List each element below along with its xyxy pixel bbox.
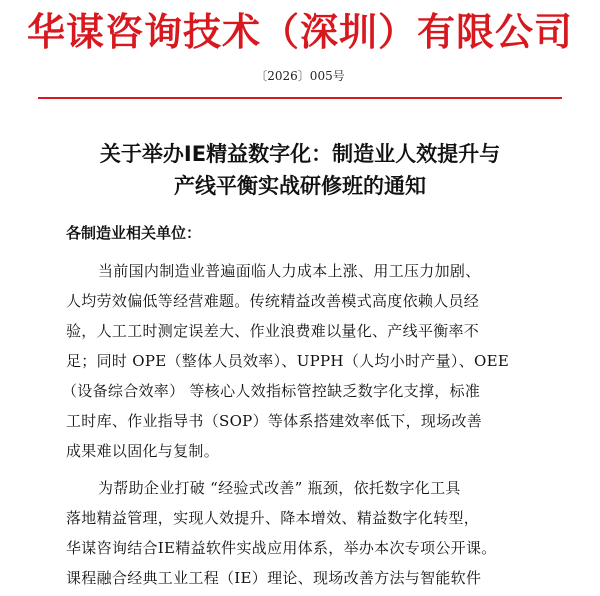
org-name-header: 华谋咨询技术（深圳）有限公司 [26, 10, 573, 54]
document-title-line-2: 产线平衡实战研修班的通知 [174, 174, 426, 198]
addressee: 各制造业相关单位： [66, 224, 202, 242]
body-line: 工时库、作业指导书（SOP）等体系搭建效率低下，现场改善 [66, 412, 483, 430]
document-title-line-1: 关于举办IE精益数字化：制造业人效提升与 [99, 142, 501, 166]
body-line: 成果难以固化与复制。 [66, 442, 220, 460]
red-divider-line [38, 97, 562, 99]
body-line: 验，人工工时测定误差大、作业浪费难以量化、产线平衡率不 [66, 322, 480, 340]
body-line: 为帮助企业打破 “经验式改善” 瓶颈，依托数字化工具 [98, 479, 461, 497]
body-line: 课程融合经典工业工程（IE）理论、现场改善方法与智能软件 [66, 569, 482, 587]
body-line: 华谋咨询结合IE精益软件实战应用体系，举办本次专项公开课。 [66, 539, 497, 557]
body-line: （设备综合效率） 等核心人效指标管控缺乏数字化支撑，标准 [62, 382, 481, 400]
document-title [40, 138, 560, 202]
body-line: 落地精益管理，实现人效提升、降本增效、精益数字化转型， [66, 509, 480, 527]
document-number: 〔2026〕005号 [255, 69, 345, 83]
body-line: 当前国内制造业普遍面临人力成本上涨、用工压力加剧、 [98, 262, 481, 280]
body-line: 足；同时 OPE（整体人员效率）、UPPH（人均小时产量）、OEE [66, 352, 510, 370]
body-line: 人均劳效偏低等经营难题。传统精益改善模式高度依赖人员经 [66, 292, 480, 310]
